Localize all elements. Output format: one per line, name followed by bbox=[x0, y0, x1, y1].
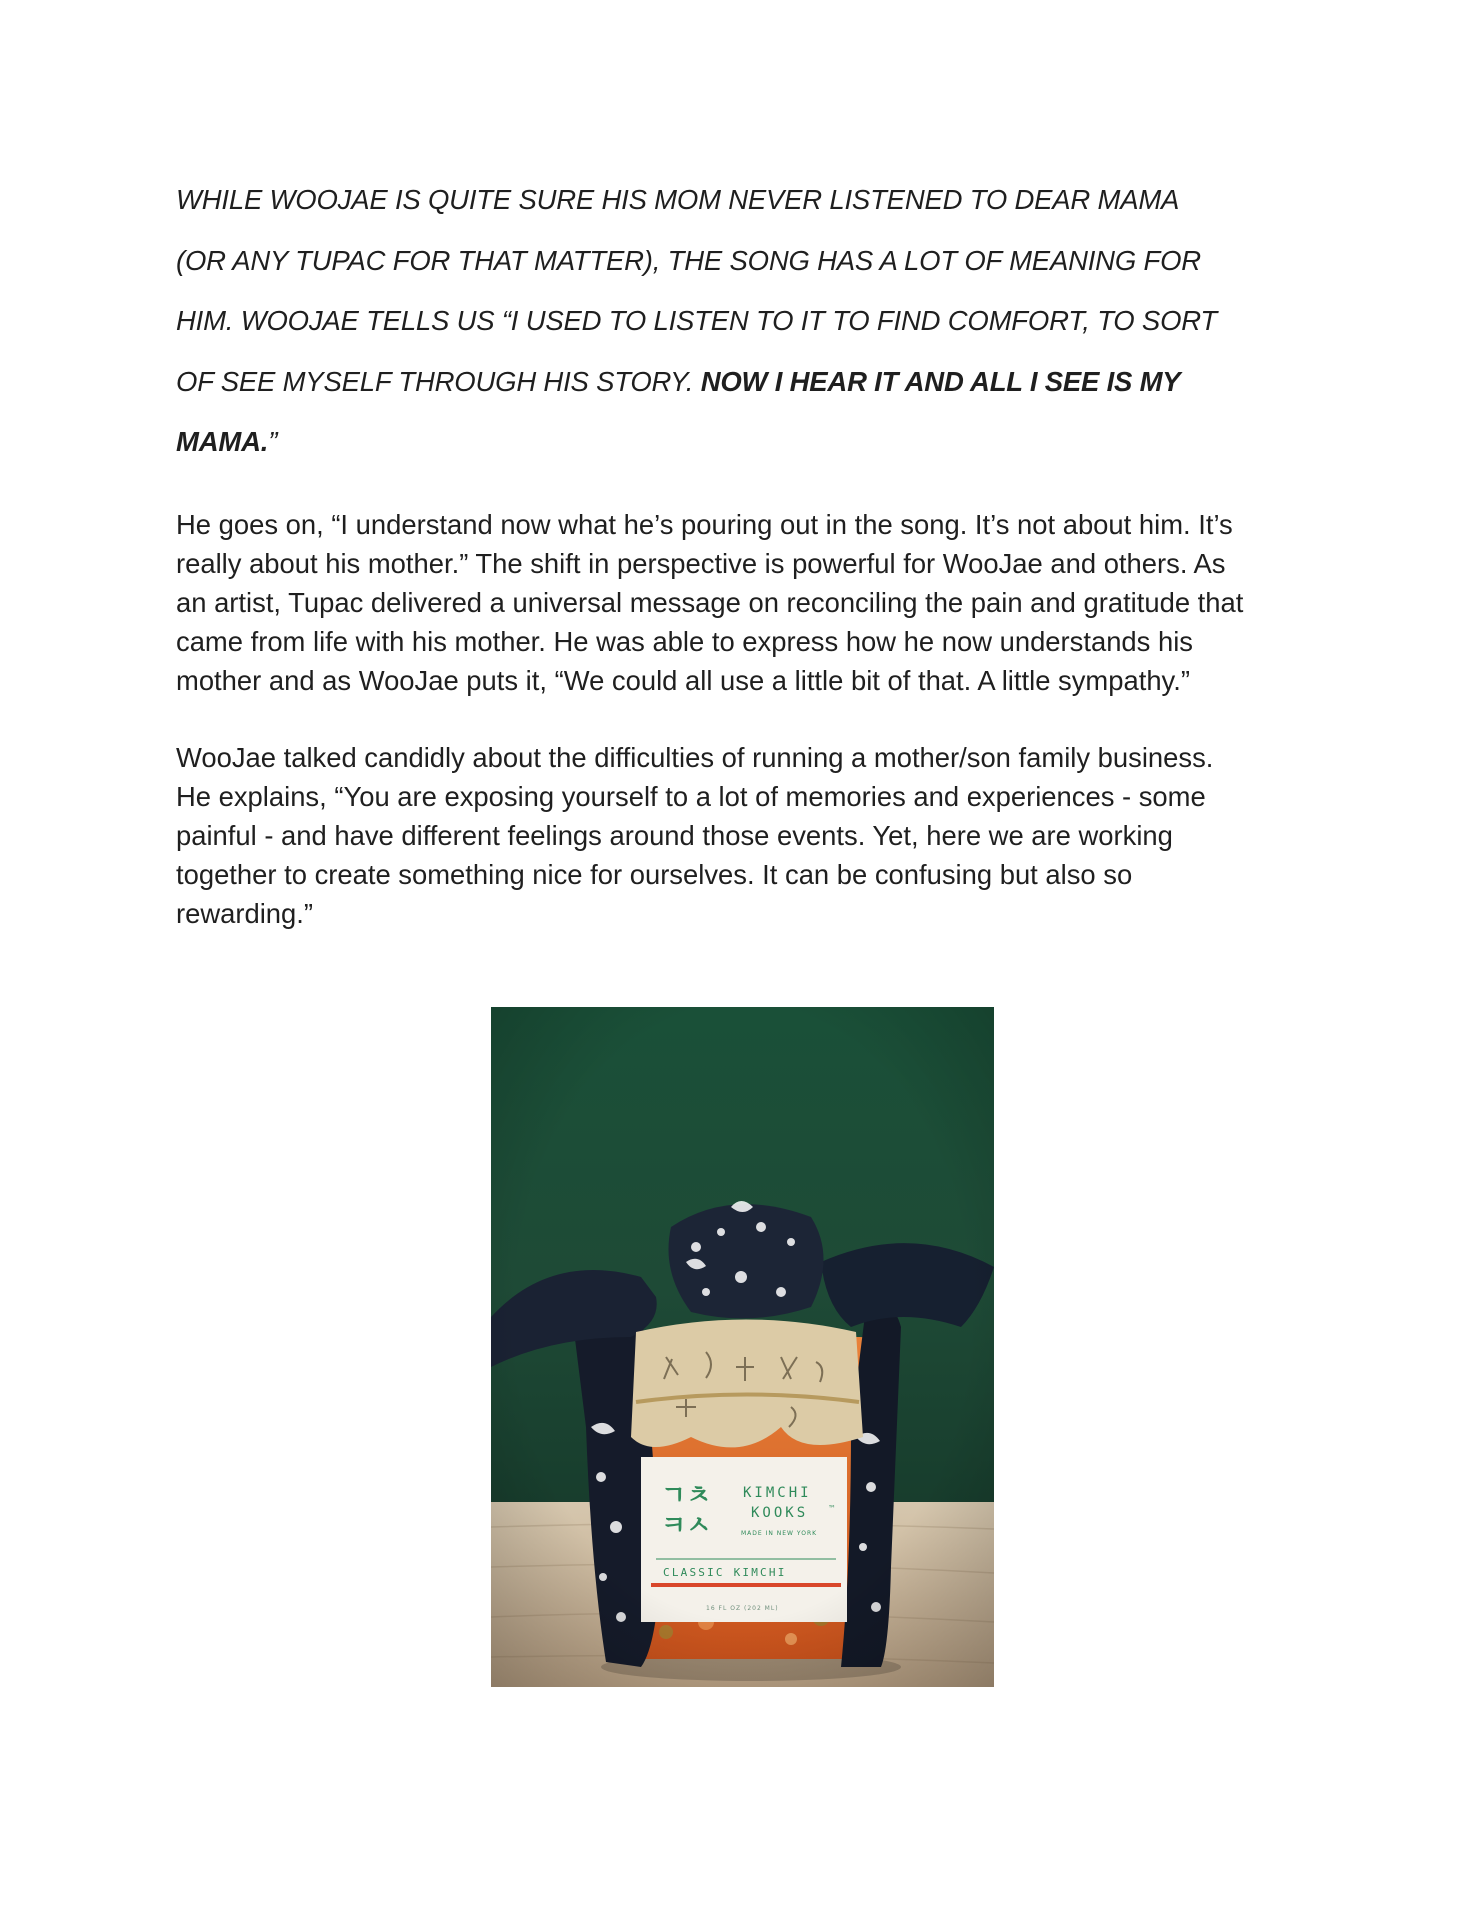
paragraph-line: He goes on, “I understand now what he’s pouring out in the song. It’s not about him. It’s bbox=[176, 508, 1233, 540]
body-paragraph bbox=[176, 738, 1326, 933]
pull-quote-line: HIM. WOOJAE TELLS US “I USED TO LISTEN TO IT TO FIND COMFORT, TO SORT bbox=[176, 305, 1218, 336]
paragraph-line: He explains, “You are exposing yourself to a lot of memories and experiences - some bbox=[176, 780, 1206, 812]
pull-quote-emphasis: NOW I HEAR IT AND ALL I SEE IS MY bbox=[700, 365, 1181, 397]
document-page bbox=[176, 170, 1326, 933]
pull-quote-closing-mark: ” bbox=[268, 426, 278, 457]
pull-quote bbox=[176, 170, 1326, 473]
paragraph-line: really about his mother.” The shift in perspective is powerful for WooJae and others. As bbox=[176, 547, 1226, 579]
kimchi-jar-photo bbox=[491, 1007, 994, 1687]
paragraph-line: together to create something nice for ourselves. It can be confusing but also so bbox=[176, 858, 1133, 890]
paragraph-line: WooJae talked candidly about the difficulties of running a mother/son family business. bbox=[176, 741, 1214, 773]
paragraph-line: rewarding.” bbox=[176, 897, 314, 929]
paragraph-line: painful - and have different feelings around those events. Yet, here we are working bbox=[176, 819, 1173, 851]
paragraph-line: mother and as WooJae puts it, “We could all use a little bit of that. A little sympathy.” bbox=[176, 664, 1190, 696]
photo-vignette bbox=[491, 1007, 994, 1687]
pull-quote-line: (OR ANY TUPAC FOR THAT MATTER), THE SONG HAS A LOT OF MEANING FOR bbox=[176, 244, 1201, 276]
paragraph-line: came from life with his mother. He was able to express how he now understands his bbox=[176, 625, 1193, 657]
photo-illustration bbox=[491, 1007, 994, 1687]
body-paragraph bbox=[176, 505, 1326, 700]
pull-quote-emphasis: MAMA. bbox=[176, 426, 269, 457]
pull-quote-line bbox=[176, 412, 1326, 473]
pull-quote-line: WHILE WOOJAE IS QUITE SURE HIS MOM NEVER LISTENED TO DEAR MAMA bbox=[176, 184, 1180, 215]
paragraph-line: an artist, Tupac delivered a universal message on reconciling the pain and gratitude that bbox=[176, 586, 1244, 618]
pull-quote-text: OF SEE MYSELF THROUGH HIS STORY. bbox=[176, 365, 701, 397]
pull-quote-line bbox=[176, 352, 1326, 413]
